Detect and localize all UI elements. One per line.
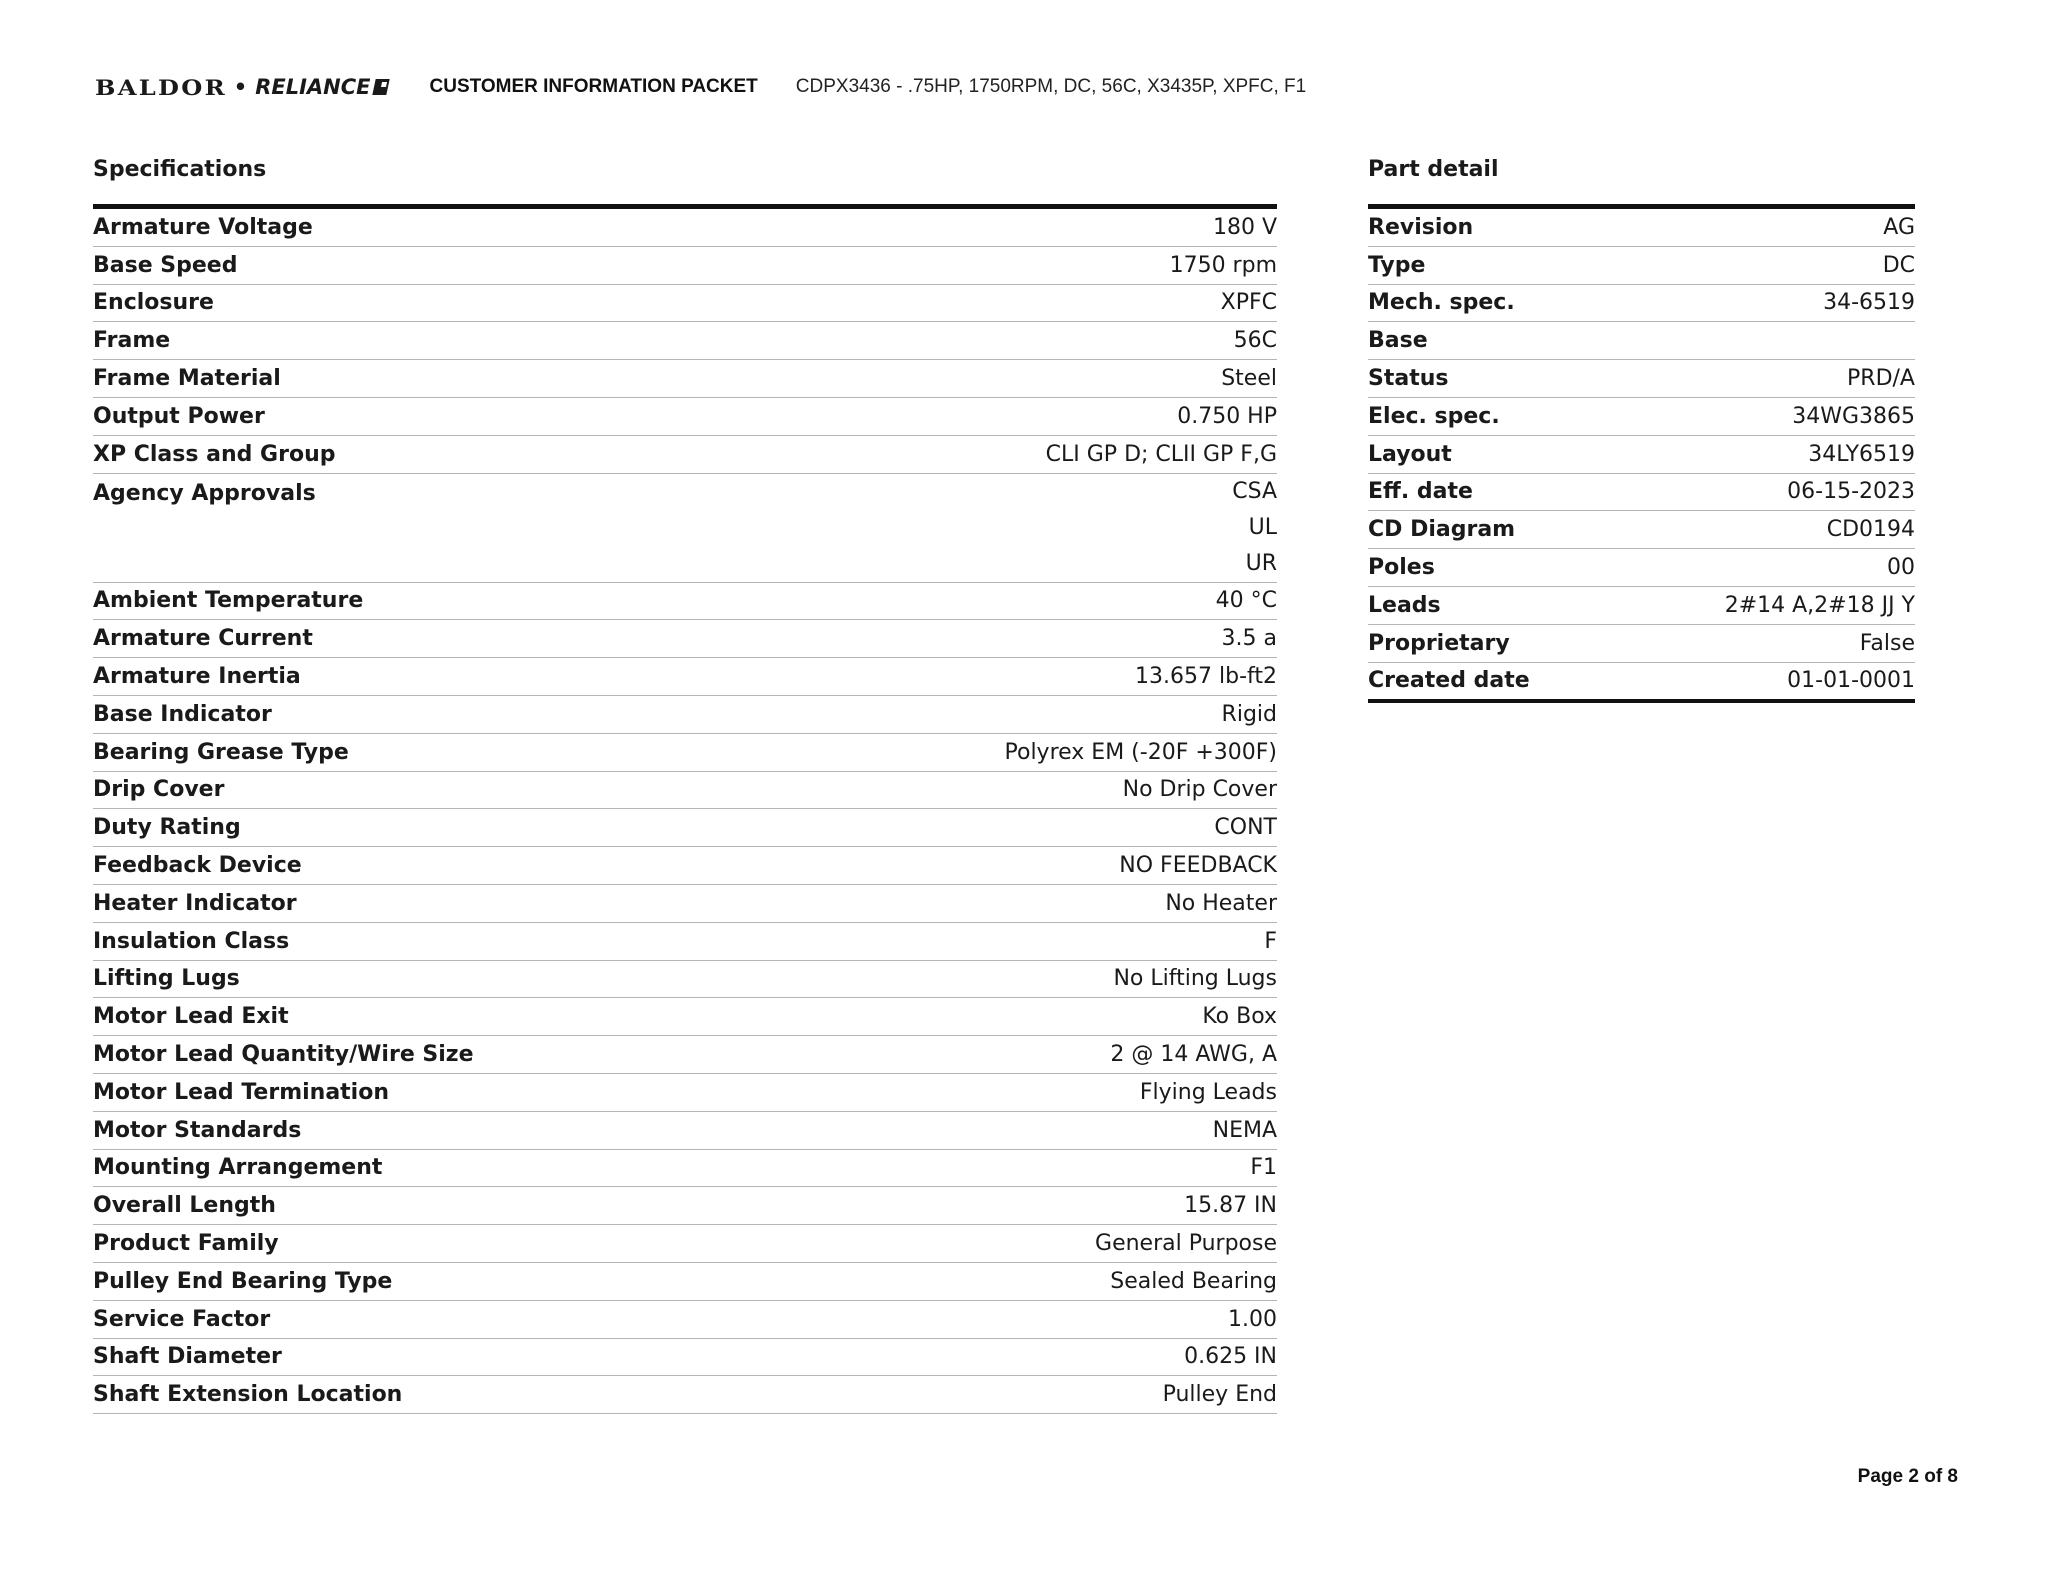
spec-row: [93, 322, 1277, 360]
part-detail-label: Type: [1368, 246, 1619, 284]
part-detail-value: PRD/A: [1847, 366, 1915, 392]
packet-subtitle: CDPX3436 - .75HP, 1750RPM, DC, 56C, X3435P, XPFC, F1: [795, 76, 1307, 97]
spec-value: CSA: [1232, 478, 1277, 504]
spec-value-cell: [783, 435, 1277, 473]
spec-value: NO FEEDBACK: [1119, 853, 1277, 879]
part-detail-label: Status: [1368, 360, 1619, 398]
part-detail-value-cell: [1619, 207, 1915, 247]
spec-value-cell: [783, 884, 1277, 922]
part-detail-value-cell: [1619, 322, 1915, 360]
spec-row: [93, 1073, 1277, 1111]
spec-row: [93, 960, 1277, 998]
spec-value-cell: [783, 960, 1277, 998]
part-detail-value: 06-15-2023: [1787, 479, 1915, 505]
part-detail-value: CD0194: [1826, 517, 1915, 543]
part-detail-value: 2#14 A,2#18 JJ Y: [1724, 592, 1915, 618]
part-detail-value-cell: [1619, 549, 1915, 587]
spec-row: [93, 284, 1277, 322]
spec-value: 1750 rpm: [1169, 252, 1277, 278]
spec-label: Drip Cover: [93, 771, 783, 809]
spec-label: Motor Standards: [93, 1111, 783, 1149]
spec-value-cell: [783, 1073, 1277, 1111]
spec-label: Motor Lead Exit: [93, 998, 783, 1036]
spec-row: [93, 360, 1277, 398]
spec-label: Mounting Arrangement: [93, 1149, 783, 1187]
part-detail-label: Elec. spec.: [1368, 397, 1619, 435]
spec-value-cell: [783, 397, 1277, 435]
packet-title: CUSTOMER INFORMATION PACKET: [429, 76, 758, 97]
spec-value: Rigid: [1221, 701, 1277, 727]
spec-row: [93, 771, 1277, 809]
spec-value: Sealed Bearing: [1110, 1268, 1277, 1294]
spec-row: [93, 435, 1277, 473]
part-detail-row: [1368, 662, 1915, 701]
spec-label: Base Speed: [93, 246, 783, 284]
part-detail-label: Leads: [1368, 586, 1619, 624]
spec-value-cell: [783, 1149, 1277, 1187]
spec-value: No Drip Cover: [1122, 777, 1277, 803]
spec-row: [93, 207, 1277, 247]
page-number: Page 2 of 8: [1857, 1466, 1958, 1487]
spec-label: Lifting Lugs: [93, 960, 783, 998]
spec-value-cell: [783, 322, 1277, 360]
spec-row: [93, 733, 1277, 771]
spec-label: Motor Lead Quantity/Wire Size: [93, 1036, 783, 1074]
spec-row: [93, 1036, 1277, 1074]
spec-label: Shaft Extension Location: [93, 1376, 783, 1414]
spec-label: Agency Approvals: [93, 473, 783, 582]
spec-value-cell: [783, 284, 1277, 322]
part-detail-row: [1368, 322, 1915, 360]
spec-row: [93, 998, 1277, 1036]
spec-row: [93, 1225, 1277, 1263]
reliance-mark-icon: [372, 79, 389, 95]
spec-label: Armature Voltage: [93, 207, 783, 247]
spec-label: Frame: [93, 322, 783, 360]
spec-value-cell: [783, 1225, 1277, 1263]
spec-label: Service Factor: [93, 1300, 783, 1338]
spec-value: F1: [1250, 1155, 1277, 1181]
spec-value-cell: [783, 1036, 1277, 1074]
spec-value-cell: [783, 922, 1277, 960]
spec-value-cell: [783, 1300, 1277, 1338]
part-detail-row: [1368, 397, 1915, 435]
part-detail-row: [1368, 284, 1915, 322]
part-detail-label: Created date: [1368, 668, 1530, 694]
specifications-table: [93, 204, 1277, 1414]
spec-value: Pulley End: [1162, 1382, 1277, 1408]
spec-label: Pulley End Bearing Type: [93, 1262, 783, 1300]
spec-row: [93, 473, 1277, 582]
part-detail-value: AG: [1883, 214, 1915, 240]
part-detail-value: False: [1859, 630, 1915, 656]
spec-value: 180 V: [1212, 214, 1277, 240]
spec-row: [93, 884, 1277, 922]
spec-value-cell: [783, 733, 1277, 771]
spec-row: [93, 1111, 1277, 1149]
spec-value: 3.5 a: [1221, 626, 1277, 652]
spec-value-cell: [783, 582, 1277, 620]
part-detail-value-cell: [1619, 397, 1915, 435]
spec-row: [93, 847, 1277, 885]
spec-value-cell: [783, 998, 1277, 1036]
spec-label: Armature Current: [93, 620, 783, 658]
part-detail-value: 34-6519: [1823, 290, 1915, 316]
part-detail-value: 01-01-0001: [1787, 668, 1915, 694]
spec-label: Armature Inertia: [93, 658, 783, 696]
spec-value: XPFC: [1220, 290, 1277, 316]
spec-value: 13.657 lb-ft2: [1135, 664, 1277, 690]
part-detail-table: [1368, 204, 1915, 703]
part-detail-value-cell: [1619, 624, 1915, 662]
spec-value-cell: [783, 809, 1277, 847]
part-detail-label: Revision: [1368, 207, 1619, 247]
spec-label: Insulation Class: [93, 922, 783, 960]
part-detail-label: Mech. spec.: [1368, 284, 1619, 322]
spec-label: Ambient Temperature: [93, 582, 783, 620]
baldor-reliance-logo: [95, 75, 388, 100]
part-detail-value-cell: [1619, 284, 1915, 322]
spec-value: 0.625 IN: [1184, 1344, 1277, 1370]
spec-value-cell: [783, 1338, 1277, 1376]
part-detail-value-cell: [1619, 473, 1915, 511]
spec-value-cell: [783, 473, 1277, 582]
spec-row: [93, 582, 1277, 620]
part-detail-value-cell: [1619, 246, 1915, 284]
part-detail-value: 00: [1887, 555, 1915, 581]
spec-value-cell: [783, 360, 1277, 398]
spec-value: No Lifting Lugs: [1113, 966, 1277, 992]
spec-value: 2 @ 14 AWG, A: [1110, 1042, 1277, 1068]
spec-value: 56C: [1233, 328, 1277, 354]
part-detail-row: [1368, 435, 1915, 473]
spec-label: Motor Lead Termination: [93, 1073, 783, 1111]
spec-value-cell: [783, 847, 1277, 885]
spec-row: [93, 922, 1277, 960]
spec-value: General Purpose: [1095, 1231, 1277, 1257]
spec-label: Feedback Device: [93, 847, 783, 885]
document-header: [95, 70, 1306, 104]
spec-label: Duty Rating: [93, 809, 783, 847]
spec-value-cell: [783, 1376, 1277, 1414]
spec-value: NEMA: [1212, 1117, 1277, 1143]
spec-value: 0.750 HP: [1177, 403, 1277, 429]
spec-value: Polyrex EM (-20F +300F): [1004, 739, 1277, 765]
spec-value-cell: [783, 771, 1277, 809]
part-detail-row: [1368, 511, 1915, 549]
spec-value: UR: [1245, 550, 1277, 576]
specifications-heading: Specifications: [93, 157, 267, 182]
part-detail-label: Proprietary: [1368, 624, 1619, 662]
spec-label: Product Family: [93, 1225, 783, 1263]
spec-row: [93, 1300, 1277, 1338]
spec-value: CONT: [1214, 815, 1277, 841]
spec-row: [93, 397, 1277, 435]
spec-value: 15.87 IN: [1184, 1193, 1277, 1219]
spec-row: [93, 1376, 1277, 1414]
spec-value: No Heater: [1165, 890, 1277, 916]
spec-row: [93, 1149, 1277, 1187]
spec-value-cell: [783, 1111, 1277, 1149]
part-detail-value-cell: [1619, 511, 1915, 549]
part-detail-value-cell: [1619, 662, 1915, 701]
spec-row: [93, 658, 1277, 696]
spec-value-cell: [783, 658, 1277, 696]
logo-separator: •: [233, 75, 250, 99]
spec-value-cell: [783, 207, 1277, 247]
spec-value-cell: [783, 246, 1277, 284]
spec-label: Frame Material: [93, 360, 783, 398]
part-detail-row: [1368, 549, 1915, 587]
spec-label: Base Indicator: [93, 695, 783, 733]
part-detail-value-cell: [1619, 435, 1915, 473]
part-detail-row: [1368, 246, 1915, 284]
spec-value-cell: [783, 695, 1277, 733]
spec-value-cell: [783, 1187, 1277, 1225]
part-detail-label: Layout: [1368, 435, 1619, 473]
spec-label: Enclosure: [93, 284, 783, 322]
part-detail-value: DC: [1882, 252, 1915, 278]
spec-row: [93, 809, 1277, 847]
part-detail-value-cell: [1619, 586, 1915, 624]
spec-value: CLI GP D; CLII GP F,G: [1045, 441, 1277, 467]
part-detail-label: Poles: [1368, 549, 1619, 587]
spec-label: Output Power: [93, 397, 783, 435]
spec-value: Steel: [1221, 366, 1277, 392]
spec-value: 1.00: [1228, 1306, 1277, 1332]
spec-value: Flying Leads: [1139, 1079, 1277, 1105]
spec-value: UL: [1248, 514, 1277, 540]
spec-label: XP Class and Group: [93, 435, 783, 473]
spec-value-cell: [783, 620, 1277, 658]
spec-label: Heater Indicator: [93, 884, 783, 922]
logo-baldor-text: BALDOR: [95, 74, 227, 100]
spec-value: F: [1264, 928, 1277, 954]
spec-value-cell: [783, 1262, 1277, 1300]
part-detail-row: [1368, 473, 1915, 511]
part-detail-row: [1368, 360, 1915, 398]
spec-label: Bearing Grease Type: [93, 733, 783, 771]
spec-row: [93, 1338, 1277, 1376]
part-detail-heading: Part detail: [1368, 157, 1499, 182]
spec-row: [93, 246, 1277, 284]
part-detail-row: [1368, 624, 1915, 662]
part-detail-label: CD Diagram: [1368, 511, 1619, 549]
logo-reliance-text: RELIANCE: [255, 75, 371, 99]
spec-row: [93, 695, 1277, 733]
spec-row: [93, 1187, 1277, 1225]
part-detail-value: 34LY6519: [1808, 441, 1915, 467]
spec-row: [93, 1262, 1277, 1300]
part-detail-row: [1368, 586, 1915, 624]
spec-label: Overall Length: [93, 1187, 783, 1225]
spec-value: Ko Box: [1202, 1004, 1277, 1030]
spec-row: [93, 620, 1277, 658]
part-detail-label: Eff. date: [1368, 473, 1619, 511]
spec-label: Shaft Diameter: [93, 1338, 783, 1376]
spec-value: 40 °C: [1215, 588, 1277, 614]
part-detail-row: [1368, 207, 1915, 247]
part-detail-value: 34WG3865: [1792, 403, 1915, 429]
part-detail-label: Base: [1368, 322, 1619, 360]
part-detail-value-cell: [1619, 360, 1915, 398]
